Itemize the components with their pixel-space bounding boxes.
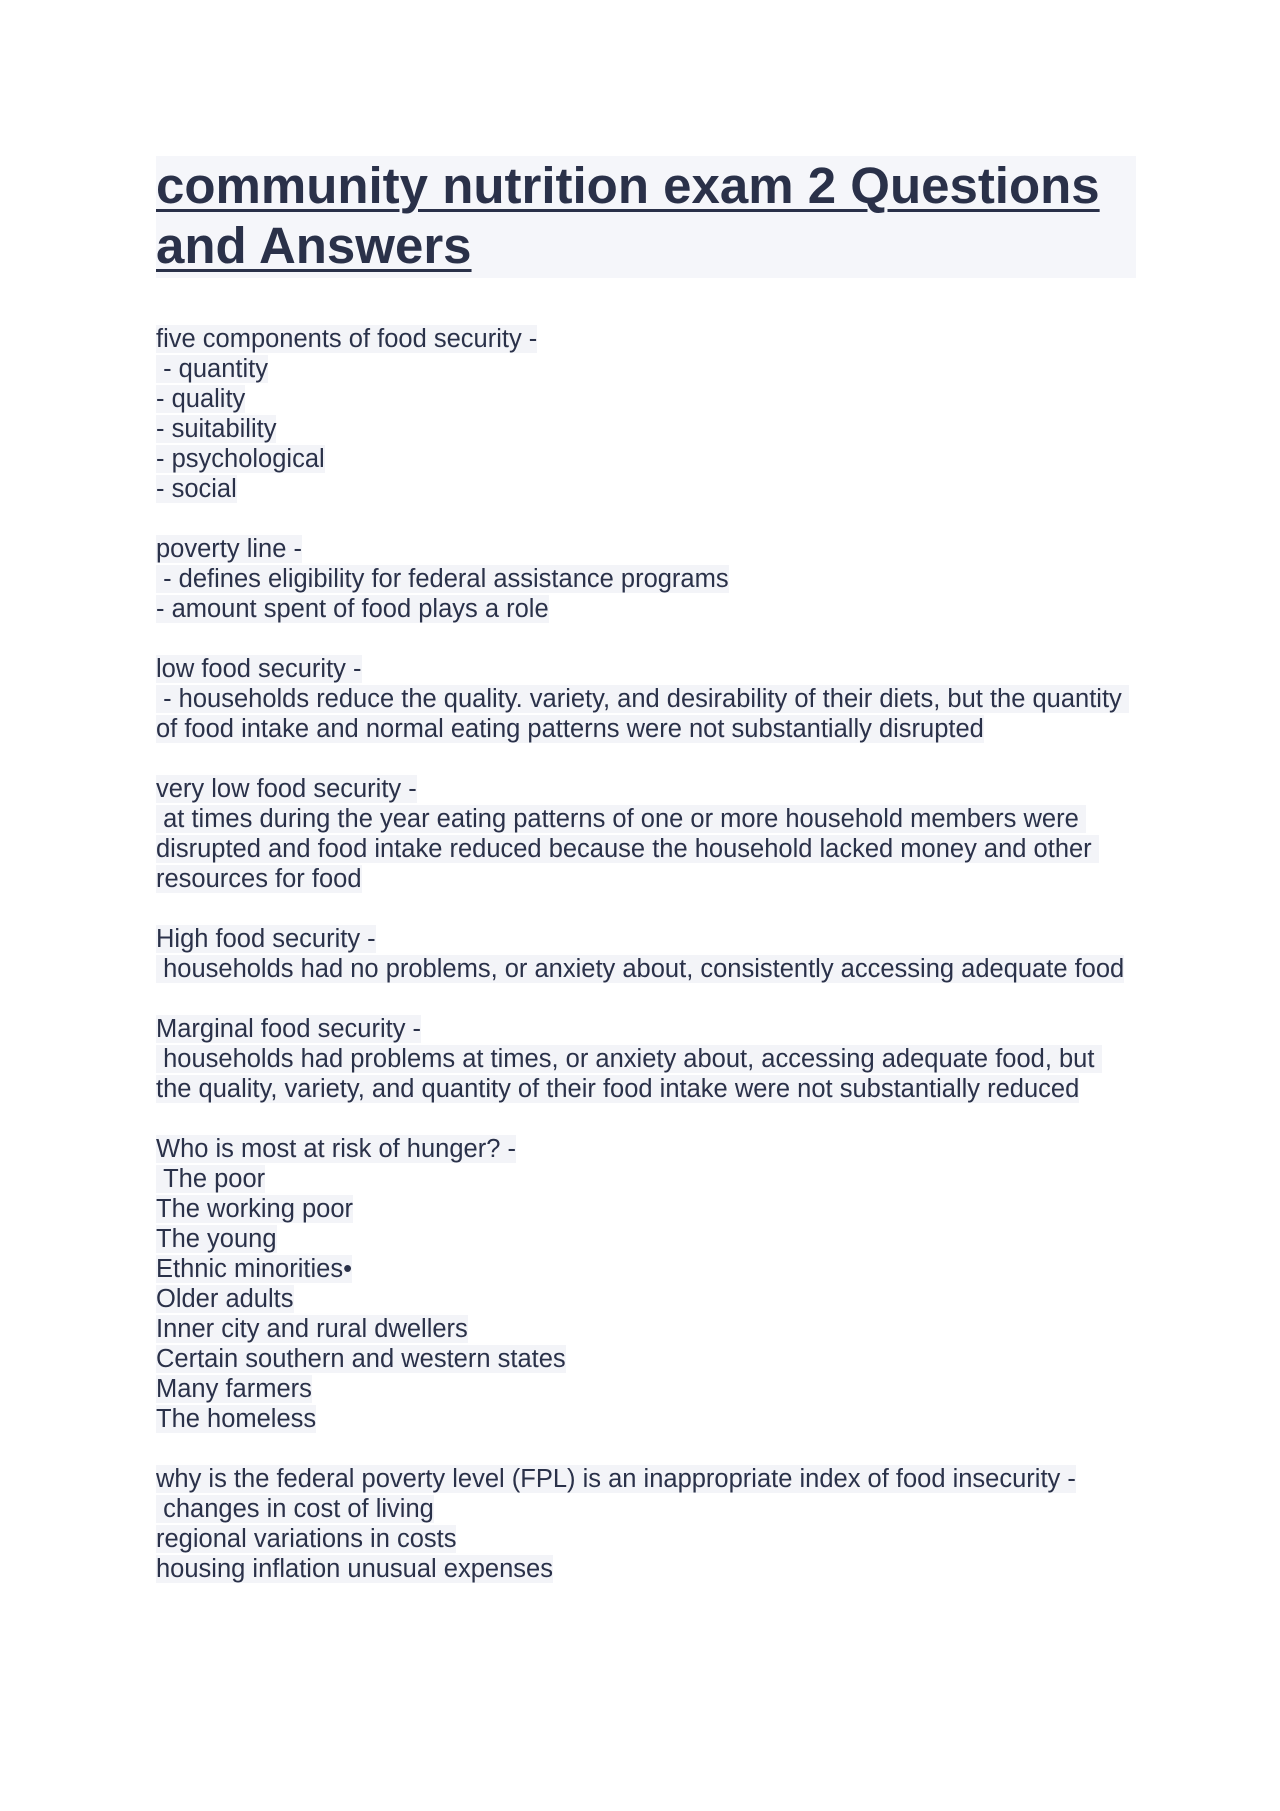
answer-line: The homeless [156, 1405, 317, 1433]
document-page [156, 156, 1136, 1614]
answer-line: households had problems at times, or anxiety about, accessing adequate food, but the quality, variety, and quantity of their food intake were not substantially reduced [156, 1045, 1102, 1103]
qa-entry [156, 1014, 1136, 1104]
qa-entry [156, 1464, 1136, 1584]
question-text: poverty line - [156, 535, 302, 563]
answer-line: Older adults [156, 1285, 294, 1313]
qa-list [156, 324, 1136, 1584]
answer-line: The poor [156, 1165, 266, 1193]
question-text: five components of food security - [156, 325, 538, 353]
question-text: why is the federal poverty level (FPL) is an inappropriate index of food insecurity - [156, 1465, 1076, 1493]
answer-line: The working poor [156, 1195, 354, 1223]
qa-entry [156, 324, 1136, 504]
qa-entry [156, 654, 1136, 744]
question-text: low food security - [156, 655, 362, 683]
question-text: very low food security - [156, 775, 417, 803]
question-text: High food security - [156, 925, 376, 953]
answer-line: regional variations in costs [156, 1525, 457, 1553]
answer-line: changes in cost of living [156, 1495, 434, 1523]
question-text: Who is most at risk of hunger? - [156, 1135, 516, 1163]
answer-line: at times during the year eating patterns of one or more household members were disrupted and food intake reduced because the household lacked money and other resources for food [156, 805, 1099, 893]
answer-line: Inner city and rural dwellers [156, 1315, 468, 1343]
answer-line: Certain southern and western states [156, 1345, 566, 1373]
question-text: Marginal food security - [156, 1015, 422, 1043]
answer-line: - households reduce the quality. variety, and desirability of their diets, but the quantity of food intake and normal eating patterns were not substantially disrupted [156, 685, 1129, 743]
title-block [156, 156, 1136, 278]
answer-line: - psychological [156, 445, 325, 473]
qa-entry [156, 534, 1136, 624]
document-title: community nutrition exam 2 Questions and Answers [156, 157, 1100, 274]
answer-line: Many farmers [156, 1375, 312, 1403]
answer-line: - social [156, 475, 237, 503]
answer-line: Ethnic minorities• [156, 1255, 352, 1283]
answer-line: - quality [156, 385, 246, 413]
qa-entry [156, 1134, 1136, 1434]
answer-line: housing inflation unusual expenses [156, 1555, 553, 1583]
qa-entry [156, 924, 1136, 984]
answer-line: households had no problems, or anxiety about, consistently accessing adequate food [156, 955, 1125, 983]
qa-entry [156, 774, 1136, 894]
answer-line: - defines eligibility for federal assistance programs [156, 565, 729, 593]
answer-line: The young [156, 1225, 277, 1253]
answer-line: - quantity [156, 355, 268, 383]
answer-line: - amount spent of food plays a role [156, 595, 549, 623]
answer-line: - suitability [156, 415, 277, 443]
